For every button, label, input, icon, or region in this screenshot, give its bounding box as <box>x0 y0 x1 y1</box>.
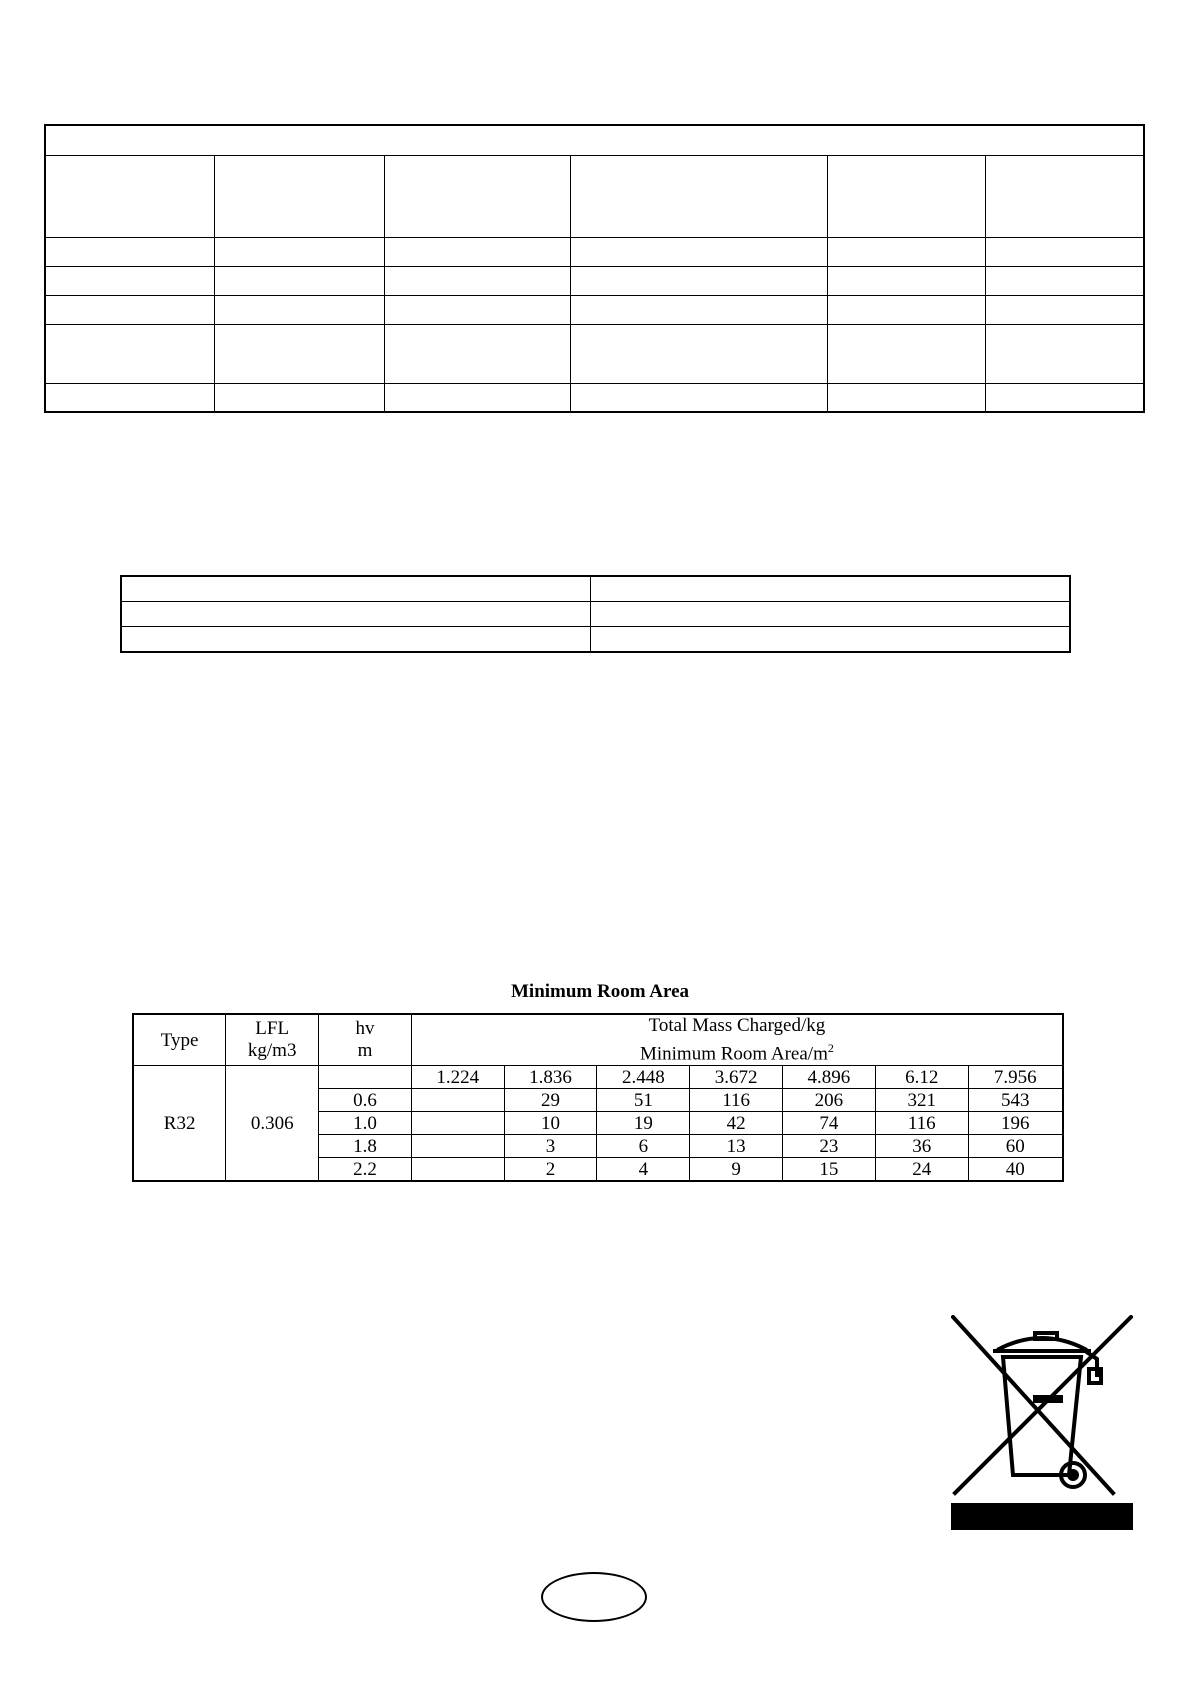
hv-cell: 1.8 <box>319 1135 412 1158</box>
table-cell <box>214 155 384 237</box>
area-cell: 10 <box>504 1112 597 1135</box>
table-cell <box>45 266 214 295</box>
table-row <box>121 576 1070 602</box>
area-cell: 29 <box>504 1089 597 1112</box>
area-cell <box>411 1112 504 1135</box>
table-row <box>45 295 1144 324</box>
table-cell <box>590 602 1070 627</box>
table-cell <box>827 155 985 237</box>
table-row <box>45 383 1144 412</box>
table-cell <box>827 383 985 412</box>
table-row <box>45 266 1144 295</box>
hv-header-line2: m <box>357 1040 373 1062</box>
area-cell <box>411 1135 504 1158</box>
table-cell <box>385 266 571 295</box>
table-row <box>45 237 1144 266</box>
table-row <box>121 627 1070 653</box>
area-cell: 42 <box>690 1112 783 1135</box>
two-column-table <box>120 575 1071 653</box>
table-cell <box>385 295 571 324</box>
area-cell: 543 <box>968 1089 1063 1112</box>
table-cell <box>385 237 571 266</box>
table-cell <box>385 383 571 412</box>
area-cell: 321 <box>875 1089 968 1112</box>
table-cell <box>121 576 590 602</box>
table-cell <box>986 295 1144 324</box>
table-cell <box>590 627 1070 653</box>
table-cell <box>385 324 571 383</box>
type-cell: R32 <box>133 1066 226 1182</box>
area-cell: 15 <box>783 1158 876 1182</box>
lfl-cell: 0.306 <box>226 1066 319 1182</box>
hv-cell: 1.0 <box>319 1112 412 1135</box>
mass-cell: 2.448 <box>597 1066 690 1089</box>
area-cell: 116 <box>875 1112 968 1135</box>
area-cell: 9 <box>690 1158 783 1182</box>
hv-header <box>319 1014 412 1066</box>
table-cell <box>571 237 827 266</box>
area-cell: 24 <box>875 1158 968 1182</box>
area-cell: 60 <box>968 1135 1063 1158</box>
min-area-header-text: Minimum Room Area/m <box>639 1043 828 1065</box>
table-row <box>45 155 1144 237</box>
table-cell <box>986 237 1144 266</box>
table-cell <box>45 125 1144 155</box>
area-cell: 196 <box>968 1112 1063 1135</box>
area-cell: 6 <box>597 1135 690 1158</box>
table-cell <box>827 237 985 266</box>
page-number-oval <box>541 1572 647 1622</box>
table-cell <box>45 324 214 383</box>
area-cell: 13 <box>690 1135 783 1158</box>
table-cell <box>121 602 590 627</box>
type-header-label: Type <box>160 1029 199 1051</box>
table-row <box>121 602 1070 627</box>
area-cell: 51 <box>597 1089 690 1112</box>
hv-header-line1: hv <box>355 1018 375 1040</box>
area-cell: 116 <box>690 1089 783 1112</box>
type-header <box>133 1014 226 1066</box>
area-cell: 36 <box>875 1135 968 1158</box>
table-row <box>45 324 1144 383</box>
area-cell: 4 <box>597 1158 690 1182</box>
table-cell <box>214 324 384 383</box>
mass-area-header <box>411 1014 1063 1066</box>
hv-cell-empty <box>319 1066 412 1089</box>
total-mass-header: Total Mass Charged/kg <box>648 1015 826 1036</box>
lfl-header-line2: kg/m3 <box>247 1040 297 1062</box>
table-cell <box>45 155 214 237</box>
table-cell <box>214 383 384 412</box>
table-cell <box>827 295 985 324</box>
table-cell <box>385 155 571 237</box>
lfl-header-line1: LFL <box>255 1018 290 1040</box>
table-cell <box>827 324 985 383</box>
table-cell <box>45 295 214 324</box>
table-cell <box>986 155 1144 237</box>
area-cell: 3 <box>504 1135 597 1158</box>
table-cell <box>827 266 985 295</box>
mass-cell: 6.12 <box>875 1066 968 1089</box>
area-cell: 206 <box>783 1089 876 1112</box>
table-cell <box>986 383 1144 412</box>
mass-cell: 4.896 <box>783 1066 876 1089</box>
header-row <box>133 1014 1063 1066</box>
table-cell <box>571 295 827 324</box>
area-cell: 74 <box>783 1112 876 1135</box>
table-cell <box>571 383 827 412</box>
area-cell <box>411 1158 504 1182</box>
specification-table <box>44 124 1145 413</box>
hv-cell: 2.2 <box>319 1158 412 1182</box>
area-cell: 2 <box>504 1158 597 1182</box>
table-cell <box>571 324 827 383</box>
mass-cell: 7.956 <box>968 1066 1063 1089</box>
mass-cell: 3.672 <box>690 1066 783 1089</box>
table-cell <box>986 266 1144 295</box>
minimum-room-area-table <box>132 1013 1064 1182</box>
lfl-header <box>226 1014 319 1066</box>
table-cell <box>571 266 827 295</box>
area-cell: 40 <box>968 1158 1063 1182</box>
mass-cell: 1.224 <box>411 1066 504 1089</box>
weee-crossed-bin-icon <box>951 1315 1133 1530</box>
minimum-room-area-title: Minimum Room Area <box>510 981 690 1002</box>
table-cell <box>45 383 214 412</box>
area-cell: 23 <box>783 1135 876 1158</box>
area-cell <box>411 1089 504 1112</box>
mass-row <box>133 1066 1063 1089</box>
table-cell <box>214 237 384 266</box>
table-cell <box>45 237 214 266</box>
min-area-header <box>412 1037 1062 1065</box>
table-cell <box>121 627 590 653</box>
mass-cell: 1.836 <box>504 1066 597 1089</box>
table-cell <box>214 266 384 295</box>
table-cell <box>214 295 384 324</box>
table-cell <box>571 155 827 237</box>
table-cell <box>590 576 1070 602</box>
table-cell <box>986 324 1144 383</box>
min-area-header-sup: 2 <box>827 1041 834 1055</box>
table-row <box>45 125 1144 155</box>
area-cell: 19 <box>597 1112 690 1135</box>
hv-cell: 0.6 <box>319 1089 412 1112</box>
